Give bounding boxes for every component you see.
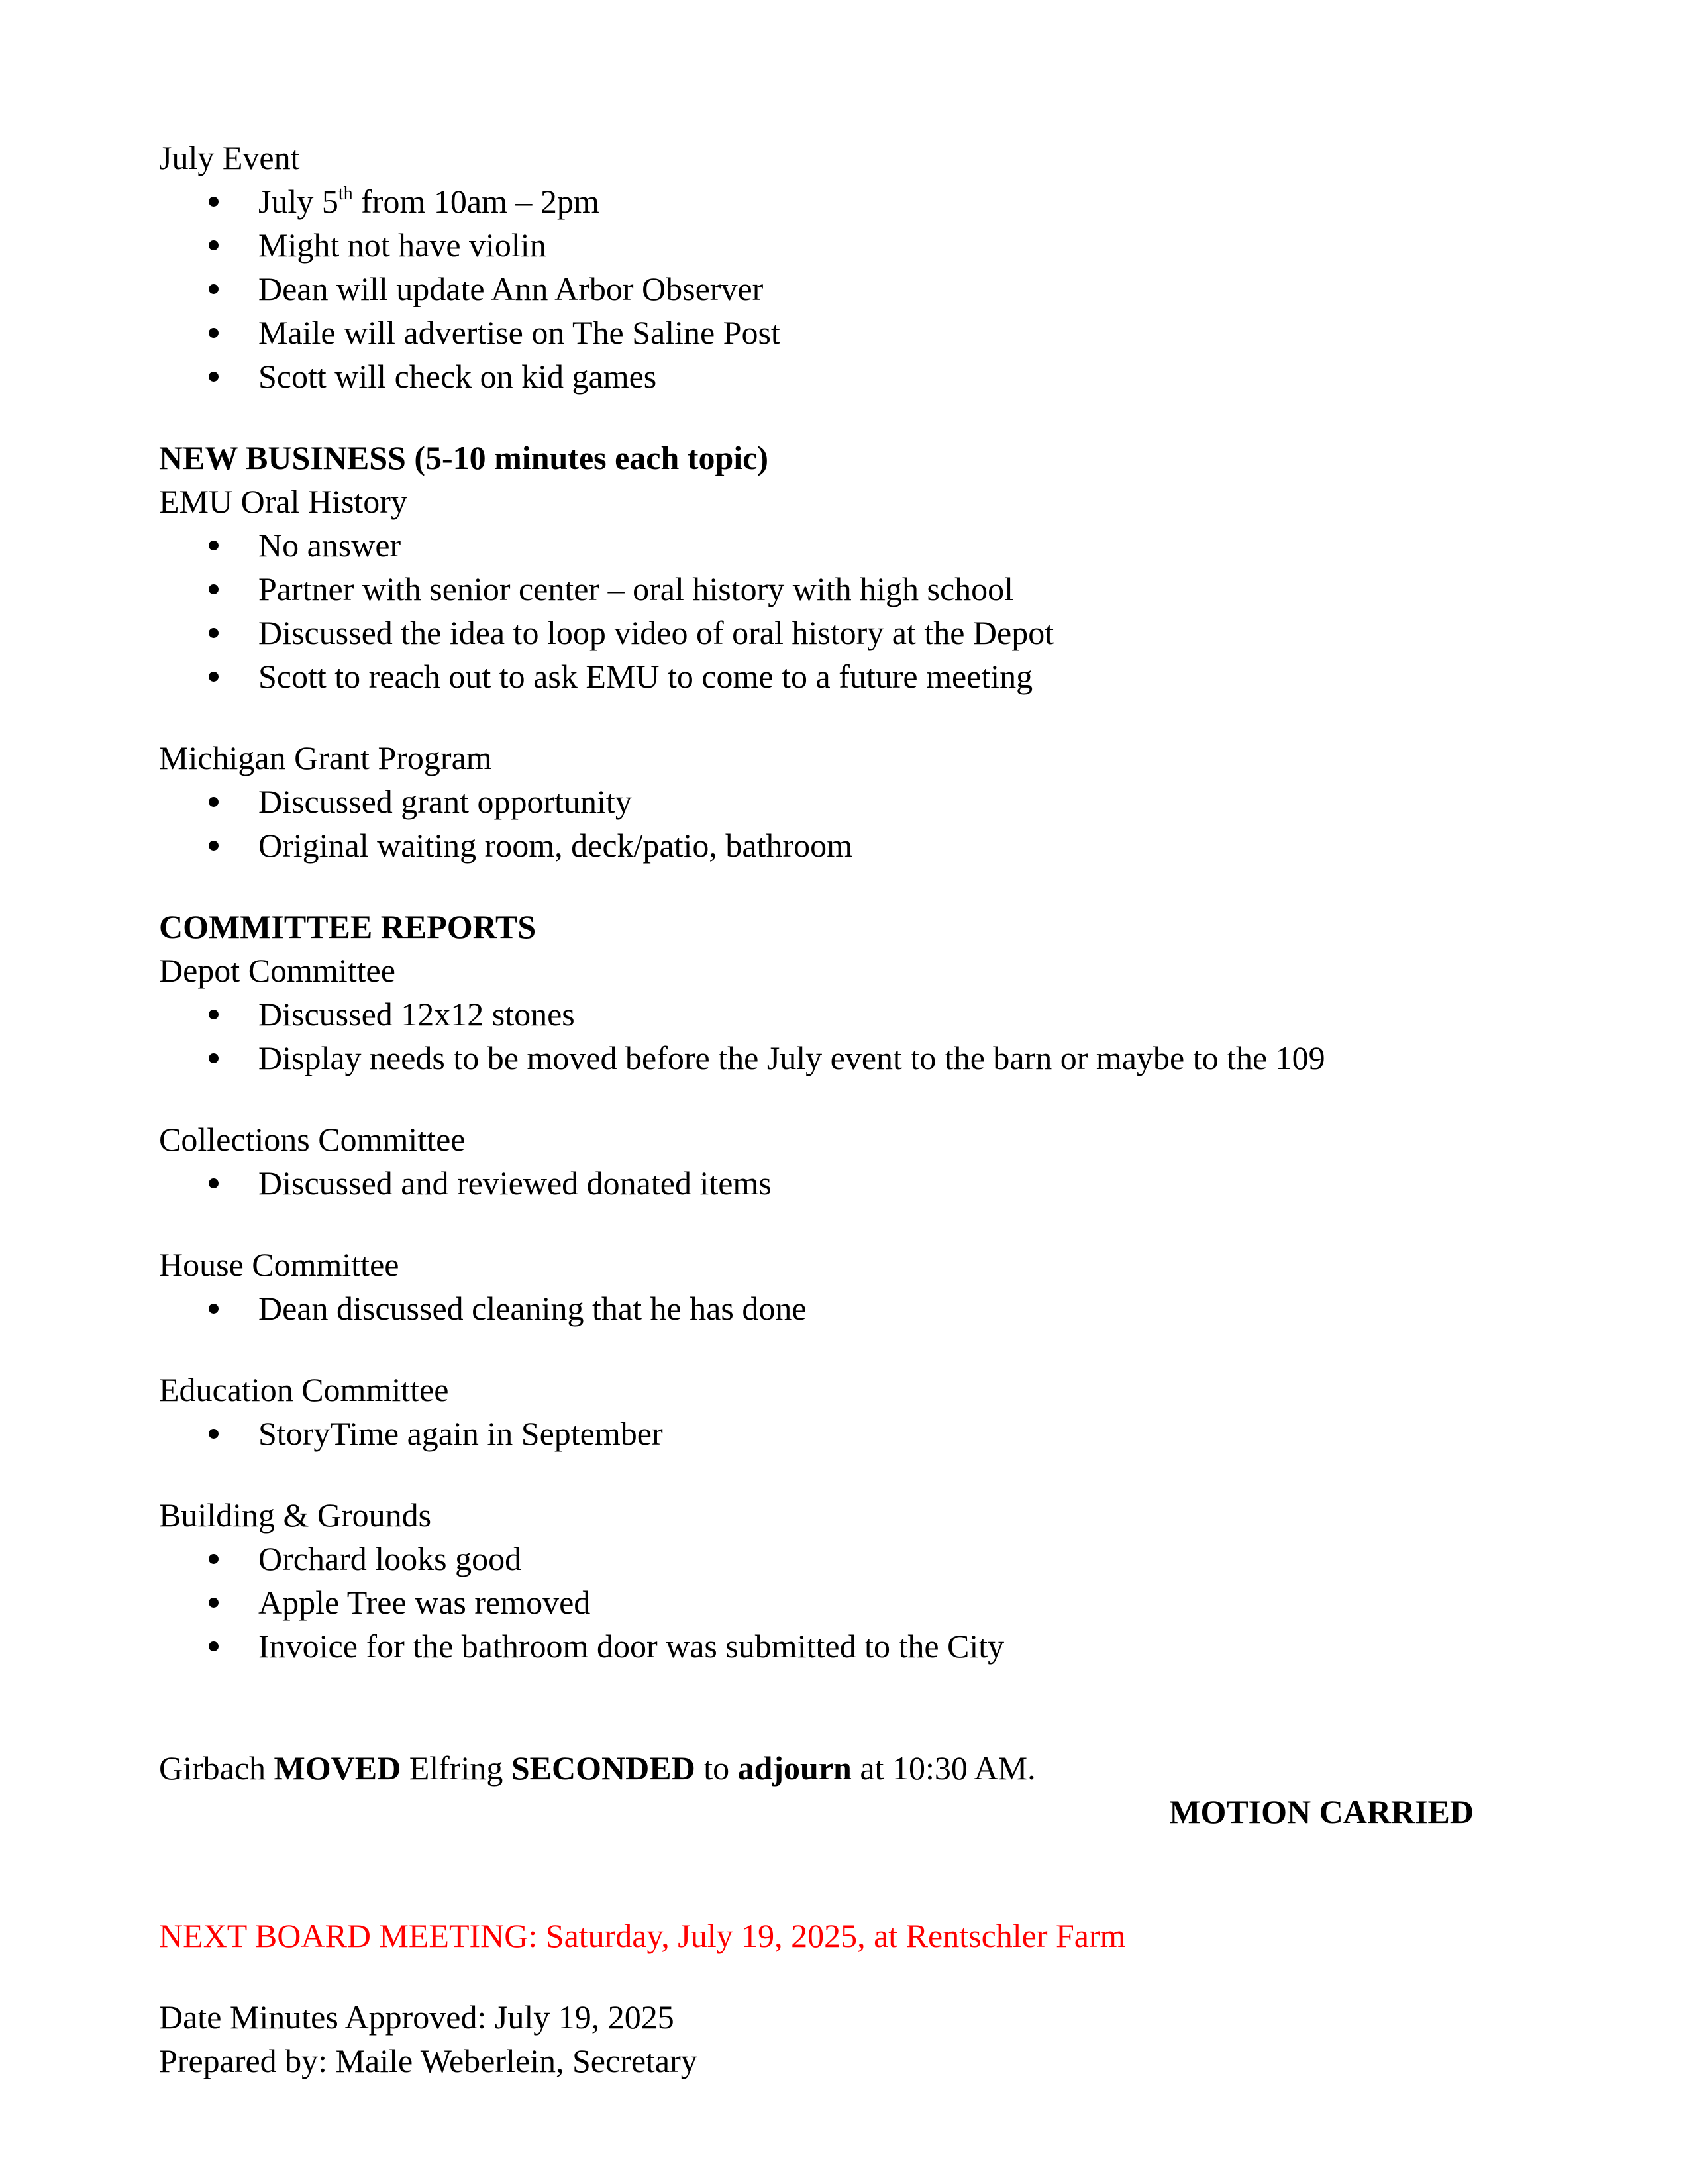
house-list <box>159 1286 1557 1330</box>
list-item: July 5th from 10am – 2pm <box>159 180 1557 223</box>
list-item: Discussed grant opportunity <box>159 780 1557 823</box>
list-item: No answer <box>159 523 1557 567</box>
spacer <box>159 1893 1557 1914</box>
spacer <box>159 698 1557 736</box>
emu-list <box>159 523 1557 698</box>
spacer <box>159 867 1557 905</box>
july-event-list <box>159 180 1557 398</box>
depot-committee-heading: Depot Committee <box>159 952 395 989</box>
spacer <box>159 398 1557 436</box>
committee-reports-heading: COMMITTEE REPORTS <box>159 908 537 945</box>
spacer <box>159 1080 1557 1118</box>
list-item: Dean will update Ann Arbor Observer <box>159 267 1557 311</box>
spacer <box>159 1330 1557 1368</box>
list-item: Invoice for the bathroom door was submitted to the City <box>159 1624 1557 1668</box>
new-business-heading: NEW BUSINESS (5-10 minutes each topic) <box>159 439 768 476</box>
spacer <box>159 1455 1557 1493</box>
date-minutes-approved: Date Minutes Approved: July 19, 2025 <box>159 1999 674 2036</box>
spacer <box>159 1957 1557 1995</box>
list-item: Partner with senior center – oral history with high school <box>159 567 1557 611</box>
collections-list <box>159 1161 1557 1205</box>
emu-oral-history-heading: EMU Oral History <box>159 483 407 520</box>
list-item: Dean discussed cleaning that he has done <box>159 1286 1557 1330</box>
adjourn-motion: Girbach MOVED Elfring SECONDED to adjourn at 10:30 AM. <box>159 1749 1036 1787</box>
list-item: Discussed and reviewed donated items <box>159 1161 1557 1205</box>
list-item: Discussed 12x12 stones <box>159 992 1557 1036</box>
list-item: Discussed the idea to loop video of oral history at the Depot <box>159 611 1557 654</box>
list-item: Scott to reach out to ask EMU to come to a future meeting <box>159 654 1557 698</box>
spacer <box>159 1834 1557 1893</box>
list-item: Might not have violin <box>159 223 1557 267</box>
education-committee-heading: Education Committee <box>159 1371 449 1408</box>
spacer <box>159 1205 1557 1243</box>
education-list <box>159 1412 1557 1455</box>
list-item: Orchard looks good <box>159 1537 1557 1581</box>
july-event-heading: July Event <box>159 139 300 176</box>
list-item: Original waiting room, deck/patio, bathroom <box>159 823 1557 867</box>
list-item: Scott will check on kid games <box>159 354 1557 398</box>
building-grounds-heading: Building & Grounds <box>159 1496 432 1534</box>
prepared-by: Prepared by: Maile Weberlein, Secretary <box>159 2042 697 2079</box>
next-board-meeting: NEXT BOARD MEETING: Saturday, July 19, 2025, at Rentschler Farm <box>159 1917 1126 1954</box>
list-item: StoryTime again in September <box>159 1412 1557 1455</box>
depot-list <box>159 992 1557 1080</box>
list-item: Apple Tree was removed <box>159 1581 1557 1624</box>
collections-committee-heading: Collections Committee <box>159 1121 466 1158</box>
list-item: Display needs to be moved before the July event to the barn or maybe to the 109 <box>159 1036 1557 1080</box>
list-item: Maile will advertise on The Saline Post <box>159 311 1557 354</box>
house-committee-heading: House Committee <box>159 1246 399 1283</box>
grant-program-heading: Michigan Grant Program <box>159 739 492 776</box>
motion-carried: MOTION CARRIED <box>1169 1793 1474 1830</box>
spacer <box>159 1728 1557 1746</box>
grant-list <box>159 780 1557 867</box>
spacer <box>159 1668 1557 1728</box>
building-list <box>159 1537 1557 1668</box>
